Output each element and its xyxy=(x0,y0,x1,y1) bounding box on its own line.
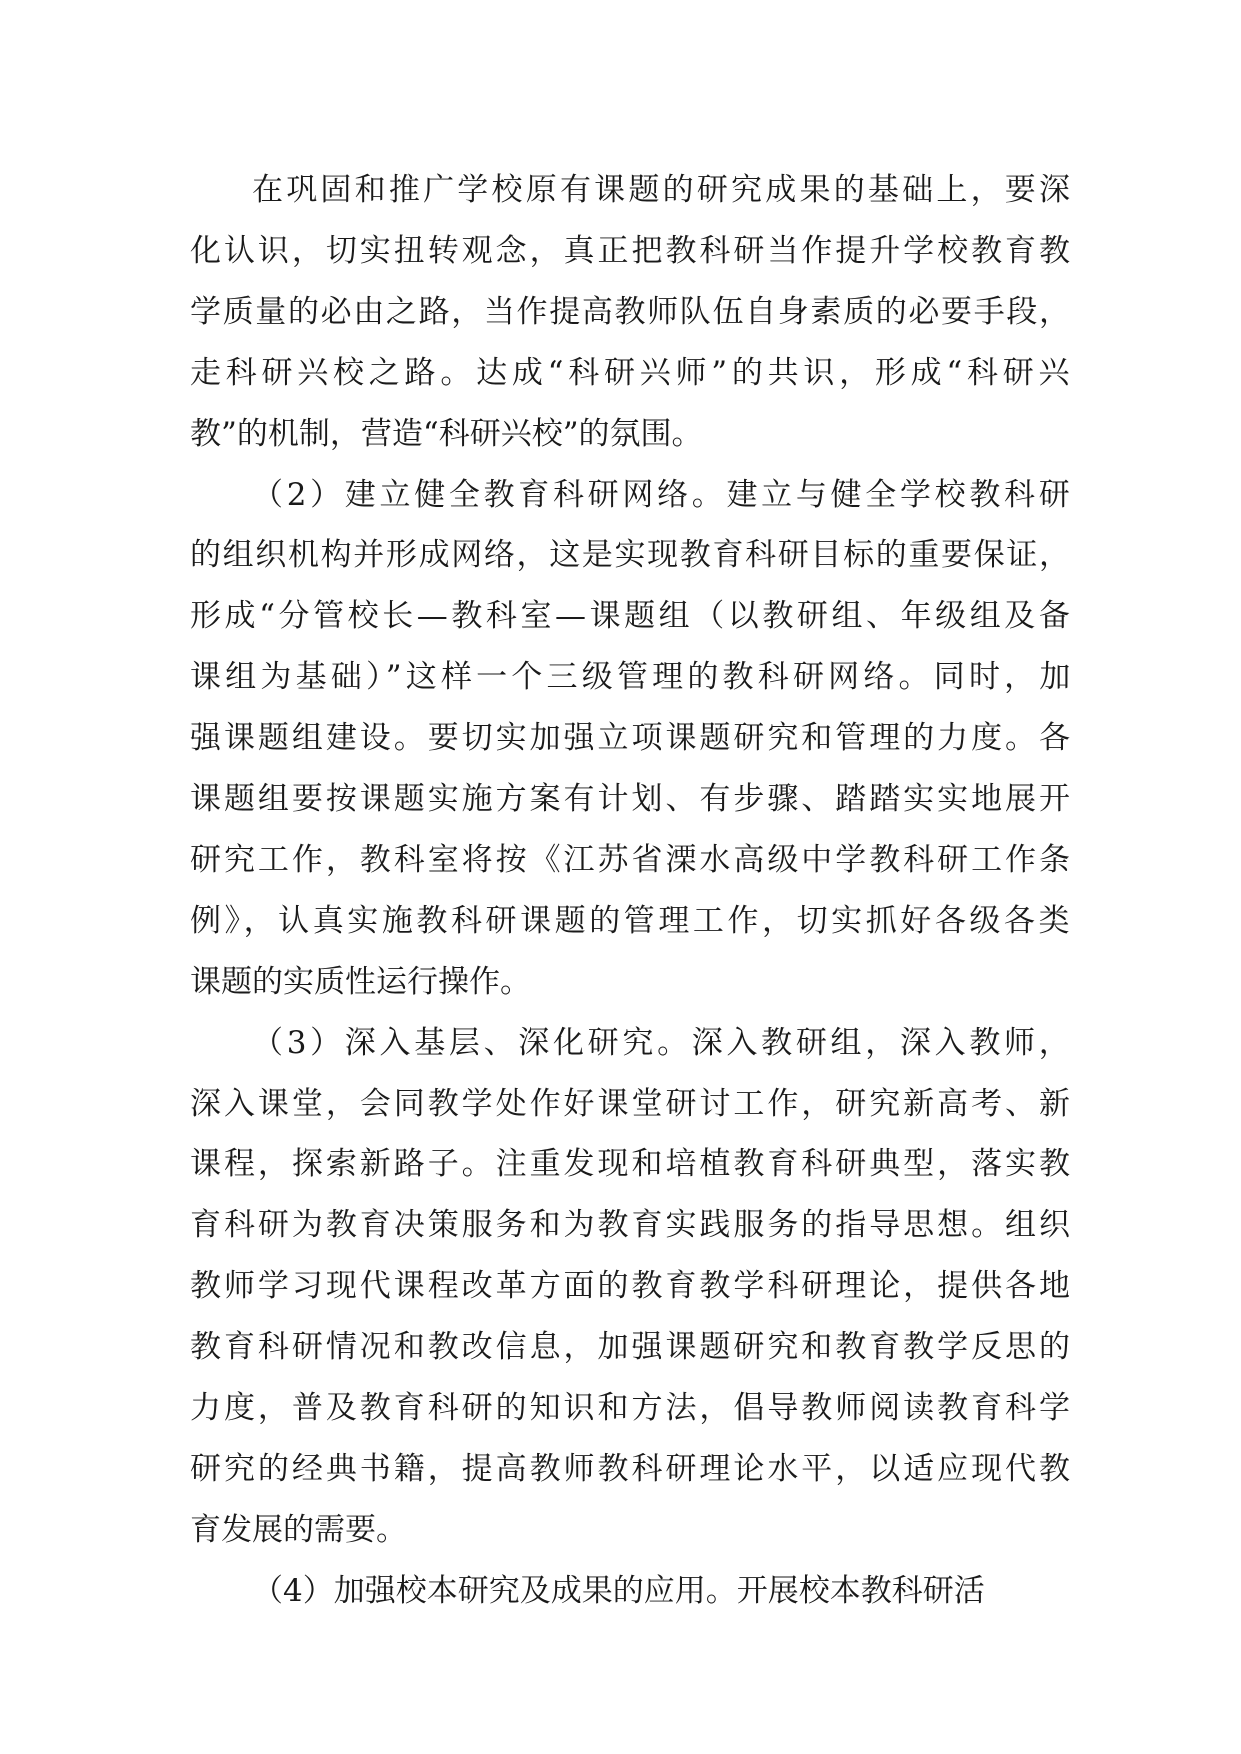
paragraph-line: 教师学习现代课程改革方面的教育教学科研理论，提供各地 xyxy=(190,1268,1073,1304)
paragraph-first-line: （3）深入基层、深化研究。深入教研组，深入教师， xyxy=(252,1025,1074,1061)
paragraph-first-line: 在巩固和推广学校原有课题的研究成果的基础上，要深 xyxy=(252,172,1074,208)
paragraph-line: 教”的机制，营造“科研兴校”的氛围。 xyxy=(190,416,703,452)
paragraph-line: 育科研为教育决策服务和为教育实践服务的指导思想。组织 xyxy=(190,1207,1073,1243)
paragraph-line: 课程，探索新路子。注重发现和培植教育科研典型，落实教 xyxy=(190,1146,1073,1182)
paragraph-line: 课题组要按课题实施方案有计划、有步骤、踏踏实实地展开 xyxy=(190,781,1073,817)
paragraph-line: 教育科研情况和教改信息，加强课题研究和教育教学反思的 xyxy=(190,1329,1073,1365)
paragraph-line: 课组为基础）”这样一个三级管理的教科研网络。同时，加 xyxy=(190,659,1075,695)
paragraph-line: 的组织机构并形成网络，这是实现教育科研目标的重要保证， xyxy=(190,537,1072,573)
paragraph-line: 强课题组建设。要切实加强立项课题研究和管理的力度。各 xyxy=(190,720,1073,756)
paragraph-first-line: （2）建立健全教育科研网络。建立与健全学校教科研 xyxy=(252,477,1074,513)
paragraph-line: 研究的经典书籍，提高教师教科研理论水平，以适应现代教 xyxy=(190,1451,1073,1487)
paragraph-line: 力度，普及教育科研的知识和方法，倡导教师阅读教育科学 xyxy=(190,1390,1073,1426)
paragraph-line: 研究工作，教科室将按《江苏省溧水高级中学教科研工作条 xyxy=(190,842,1073,878)
paragraph-line: 化认识，切实扭转观念，真正把教科研当作提升学校教育教 xyxy=(190,233,1073,269)
paragraph-line: 课题的实质性运行操作。 xyxy=(190,964,531,1000)
paragraph-line: 育发展的需要。 xyxy=(190,1512,407,1548)
paragraph-line: 深入课堂，会同教学处作好课堂研讨工作，研究新高考、新 xyxy=(190,1086,1073,1122)
paragraph-line: 例》，认真实施教科研课题的管理工作，切实抓好各级各类 xyxy=(190,903,1074,939)
paragraph-first-line: （4）加强校本研究及成果的应用。开展校本教科研活 xyxy=(252,1573,985,1609)
paragraph-line: 学质量的必由之路，当作提高教师队伍自身素质的必要手段， xyxy=(190,294,1072,330)
paragraph-line: 走科研兴校之路。达成“科研兴师”的共识，形成“科研兴 xyxy=(190,355,1075,391)
paragraph-line: 形成“分管校长—教科室—课题组（以教研组、年级组及备 xyxy=(190,598,1074,634)
